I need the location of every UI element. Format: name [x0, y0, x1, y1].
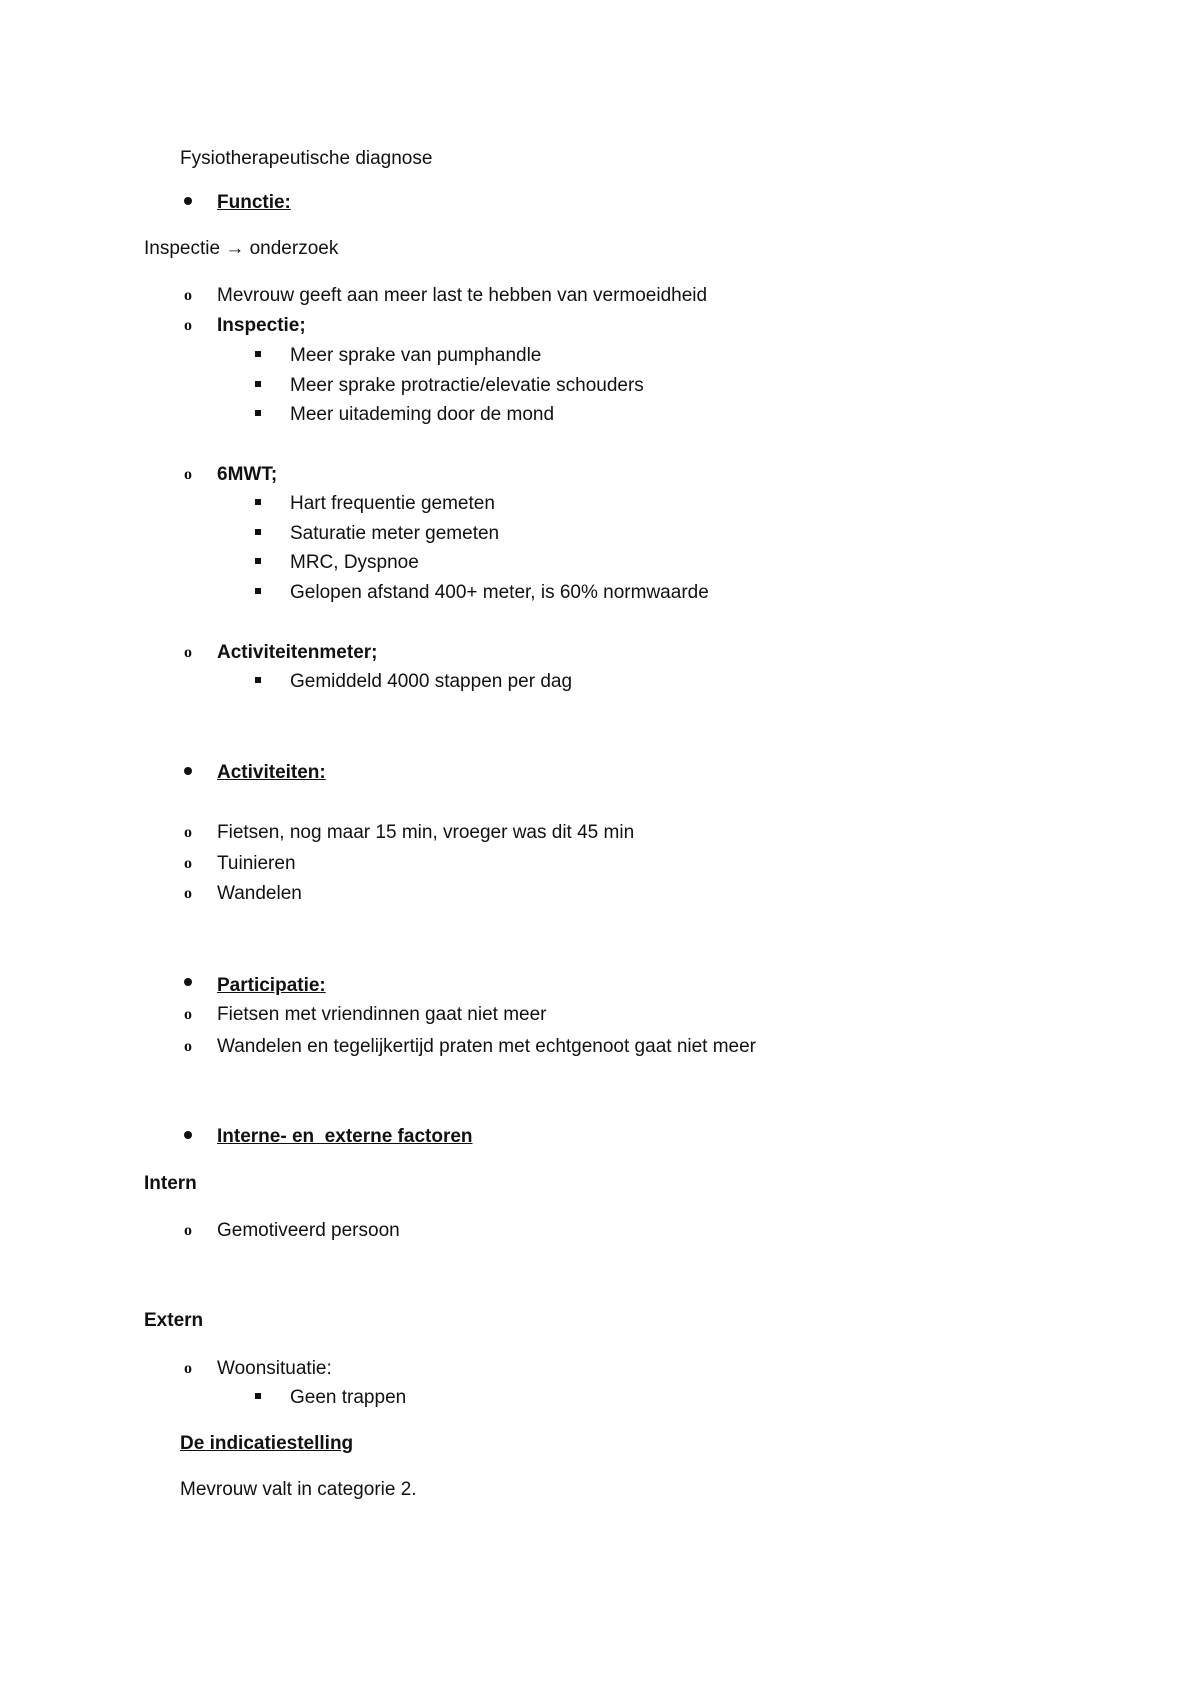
- page-title: Fysiotherapeutische diagnose: [180, 148, 433, 169]
- arrow-right-icon: →: [225, 238, 245, 259]
- inspectie-onderzoek-line: [144, 239, 338, 258]
- bullet-square: [255, 677, 261, 683]
- list-item: Tuinieren: [217, 853, 296, 874]
- bullet-circle: o: [184, 885, 192, 902]
- list-item: Wandelen: [217, 883, 302, 904]
- list-item: Saturatie meter gemeten: [290, 523, 500, 544]
- participatie-heading: Participatie:: [217, 975, 326, 996]
- list-item: Meer sprake van pumphandle: [290, 345, 542, 366]
- list-item: Gemotiveerd persoon: [217, 1220, 400, 1241]
- bullet-square: [255, 558, 261, 564]
- activiteitenmeter-label: Activiteitenmeter;: [217, 642, 378, 663]
- bullet-square: [255, 1393, 261, 1399]
- onderzoek-text: onderzoek: [249, 238, 339, 259]
- bullet-circle: o: [184, 1038, 192, 1055]
- bullet-circle: o: [184, 287, 192, 304]
- bullet-dot: [184, 767, 192, 775]
- list-item: MRC, Dyspnoe: [290, 552, 419, 573]
- list-item: Meer uitademing door de mond: [290, 404, 555, 425]
- list-item: Hart frequentie gemeten: [290, 493, 495, 514]
- activiteiten-heading: Activiteiten:: [217, 762, 326, 783]
- bullet-circle: o: [184, 824, 192, 841]
- list-item: Mevrouw geeft aan meer last te hebben van vermoeidheid: [217, 285, 708, 306]
- indicatie-heading: De indicatiestelling: [180, 1433, 354, 1454]
- bullet-circle: o: [184, 1222, 192, 1239]
- bullet-circle: o: [184, 317, 192, 334]
- bullet-circle: o: [184, 466, 192, 483]
- bullet-circle: o: [184, 644, 192, 661]
- bullet-circle: o: [184, 1006, 192, 1023]
- inspectie-label: Inspectie;: [217, 315, 306, 336]
- list-item: Fietsen, nog maar 15 min, vroeger was dit 45 min: [217, 822, 635, 843]
- functie-heading: Functie:: [217, 192, 291, 213]
- bullet-square: [255, 351, 261, 357]
- mwt-label: 6MWT;: [217, 464, 278, 485]
- intern-label: Intern: [144, 1173, 197, 1194]
- indicatie-text: Mevrouw valt in categorie 2.: [180, 1479, 417, 1500]
- inspectie-text: Inspectie: [144, 238, 221, 259]
- bullet-square: [255, 529, 261, 535]
- bullet-square: [255, 381, 261, 387]
- bullet-dot: [184, 978, 192, 986]
- bullet-square: [255, 499, 261, 505]
- list-item: Wandelen en tegelijkertijd praten met echtgenoot gaat niet meer: [217, 1036, 757, 1057]
- bullet-dot: [184, 197, 192, 205]
- bullet-dot: [184, 1131, 192, 1139]
- bullet-circle: o: [184, 1360, 192, 1377]
- bullet-circle: o: [184, 855, 192, 872]
- bullet-square: [255, 410, 261, 416]
- bullet-square: [255, 588, 261, 594]
- woonsituatie-label: Woonsituatie:: [217, 1358, 332, 1379]
- list-item: Geen trappen: [290, 1387, 407, 1408]
- list-item: Fietsen met vriendinnen gaat niet meer: [217, 1004, 547, 1025]
- factoren-heading: Interne- en externe factoren: [217, 1126, 473, 1147]
- extern-label: Extern: [144, 1310, 204, 1331]
- list-item: Gelopen afstand 400+ meter, is 60% normwaarde: [290, 582, 709, 603]
- list-item: Meer sprake protractie/elevatie schouders: [290, 375, 644, 396]
- list-item: Gemiddeld 4000 stappen per dag: [290, 671, 573, 692]
